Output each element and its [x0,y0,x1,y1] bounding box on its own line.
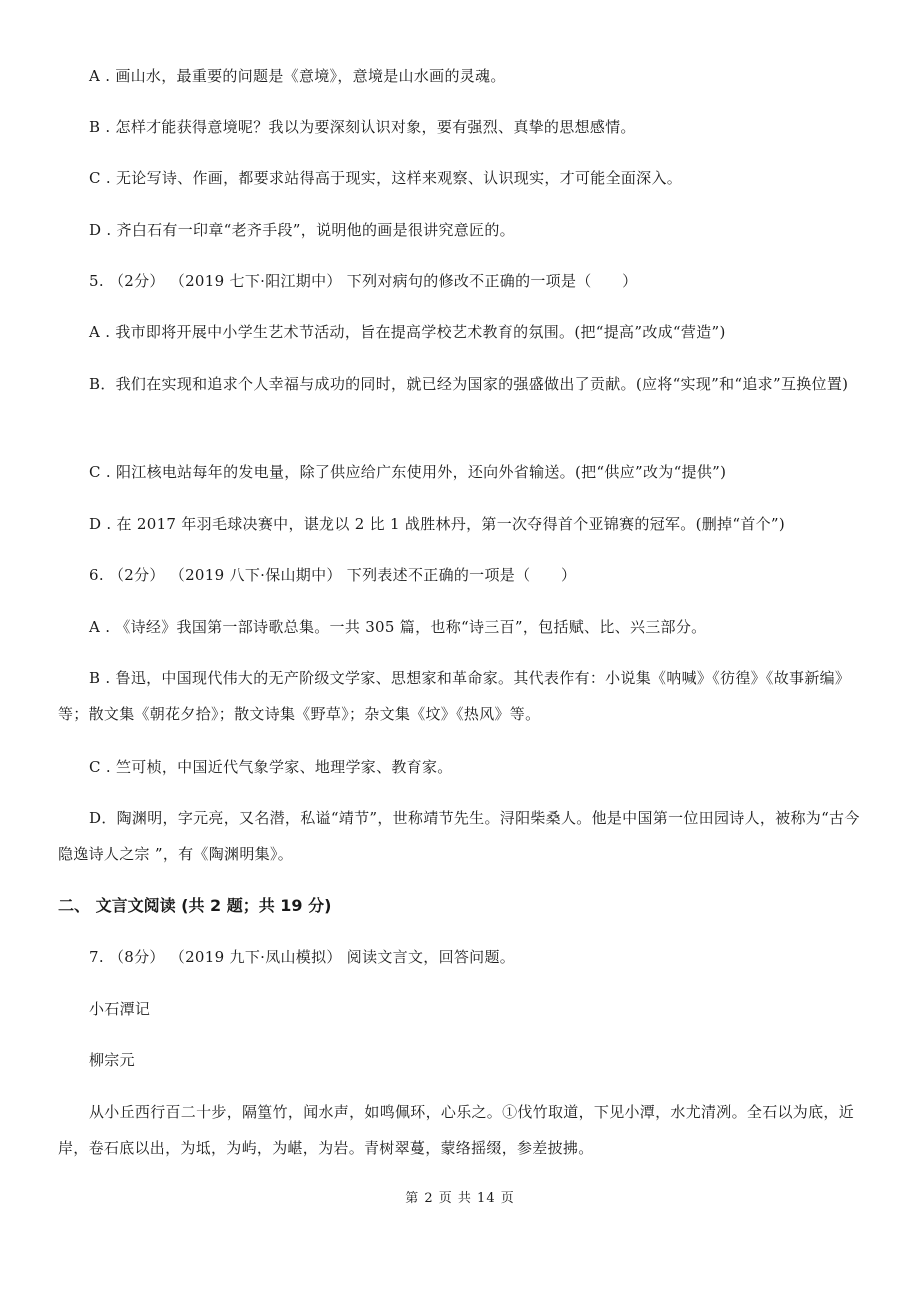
q6-option-d: D．陶渊明，字元亮，又名潜，私谥“靖节”，世称靖节先生。浔阳柴桑人。他是中国第一位田园诗人，被称为“古今隐逸诗人之宗 ”，有《陶渊明集》。 [58,809,860,863]
section-heading: 二、 文言文阅读 (共 2 题；共 19 分) [58,896,332,915]
passage-text: 从小丘西行百二十步，隔篁竹，闻水声，如鸣佩环，心乐之。①伐竹取道，下见小潭，水尤清冽。全石以为底，近岸，卷石底以出，为坻，为屿，为嵁，为岩。青树翠蔓，蒙络摇缀，参差披拂。 [58,1103,855,1157]
page-footer: 第 2 页 共 14 页 [405,1191,515,1206]
q6-stem: 6. （2分） （2019 八下·保山期中） 下列表述不正确的一项是（ ） [89,566,577,584]
q4-option-a: A . 画山水，最重要的问题是《意境》，意境是山水画的灵魂。 [89,67,506,85]
q6-option-a: A . 《诗经》我国第一部诗歌总集。一共 305 篇，也称“诗三百”，包括赋、比、兴三部分。 [89,618,707,636]
q7-stem: 7. （8分） （2019 九下·凤山模拟） 阅读文言文，回答问题。 [89,948,516,966]
q6-option-c: C . 竺可桢，中国近代气象学家、地理学家、教育家。 [89,758,453,776]
q5-option-c: C . 阳江核电站每年的发电量，除了供应给广东使用外，还向外省输送。(把“供应”改为“提供”) [89,463,727,481]
q5-option-b: B．我们在实现和追求个人幸福与成功的同时，就已经为国家的强盛做出了贡献。(应将“实现”和“追求”互换位置) [89,375,849,393]
q5-option-d: D . 在 2017 年羽毛球决赛中，谌龙以 2 比 1 战胜林丹，第一次夺得首个亚锦赛的冠军。(删掉“首个”) [89,515,786,533]
q5-option-a: A . 我市即将开展中小学生艺术节活动，旨在提高学校艺术教育的氛围。(把“提高”改成“营造”) [89,323,726,341]
passage-author: 柳宗元 [89,1051,135,1069]
q4-option-d: D . 齐白石有一印章“老齐手段”，说明他的画是很讲究意匠的。 [89,221,515,239]
q6-option-b: B . 鲁迅，中国现代伟大的无产阶级文学家、思想家和革命家。其代表作有：小说集《呐喊》《彷徨》《故事新编》等；散文集《朝花夕拾》；散文诗集《野草》；杂文集《坟》《热风》等。 [58,669,851,723]
passage-title: 小石潭记 [89,1000,151,1018]
q5-stem: 5. （2分） （2019 七下·阳江期中） 下列对病句的修改不正确的一项是（ ） [89,272,638,290]
q4-option-c: C . 无论写诗、作画，都要求站得高于现实，这样来观察、认识现实，才可能全面深入。 [89,169,683,187]
q4-option-b: B . 怎样才能获得意境呢？我以为要深刻认识对象，要有强烈、真挚的思想感情。 [89,118,636,136]
